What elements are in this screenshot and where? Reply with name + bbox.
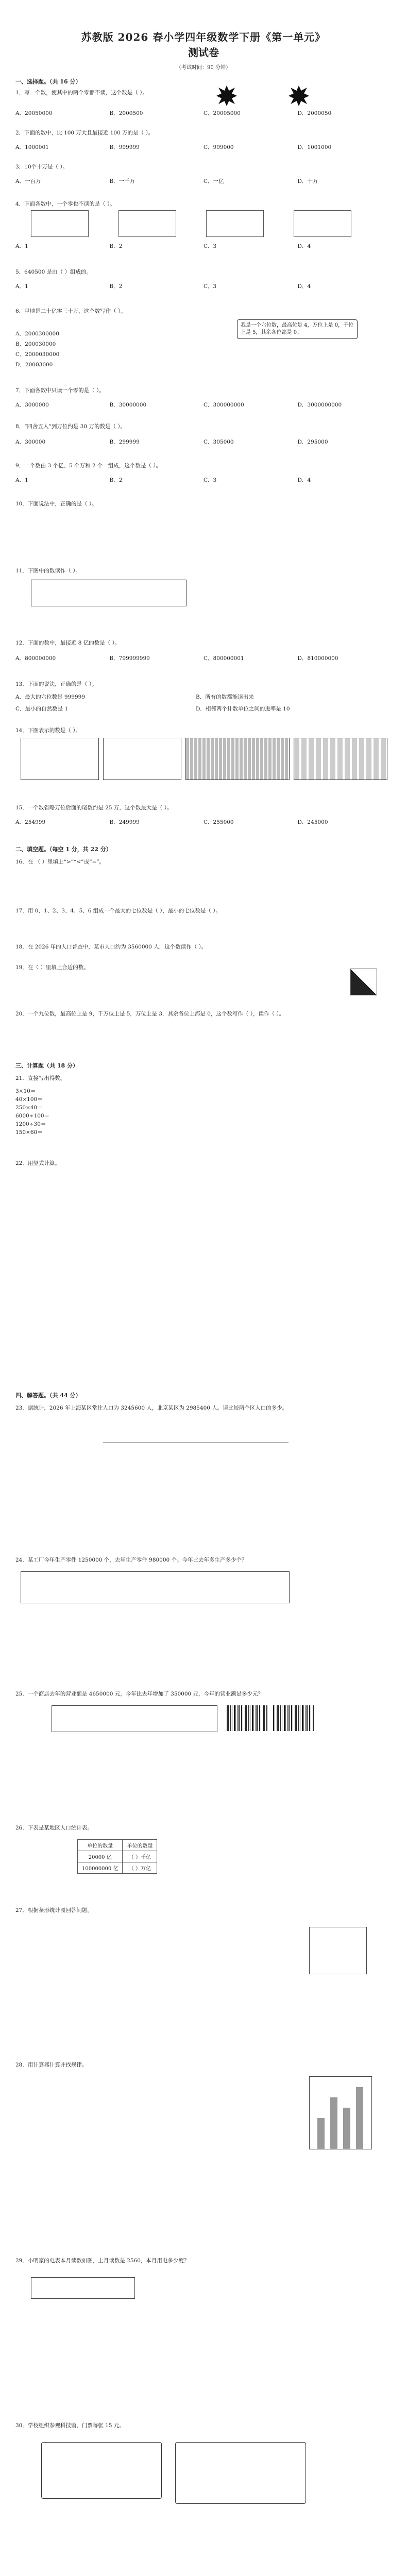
option[interactable]: B．249999 (109, 819, 140, 825)
place-value-chart (31, 580, 186, 606)
question-3: 3．10个十万是（ ）。 (15, 164, 69, 170)
question-3-options (15, 177, 392, 185)
abacus-image (118, 210, 176, 237)
calc-list (15, 1087, 273, 1137)
question-5-options (15, 282, 392, 290)
question-27: 27．根据条形统计图回答问题。 (15, 1907, 93, 1913)
question-6: 6．甲地是二十亿零三十万，这个数写作（ ）。 (15, 308, 126, 314)
option[interactable]: D．20003000 (15, 362, 53, 368)
option[interactable]: A．2000300000 (15, 331, 59, 337)
chart-bar (317, 2118, 325, 2149)
question-13: 13．下面的说法，正确的是（ ）。 (15, 681, 97, 687)
calc-line: 3×10＝ (15, 1088, 36, 1094)
calc-line: 1200÷30＝ (15, 1121, 46, 1127)
option[interactable]: B．299999 (109, 439, 140, 445)
option[interactable]: C．999000 (204, 144, 234, 150)
abacus-image (206, 210, 264, 237)
question-6-options (15, 350, 211, 358)
option[interactable]: C．305000 (204, 439, 234, 445)
option[interactable]: A．800000000 (15, 655, 56, 662)
table-header: 单位的数量 (123, 1840, 157, 1851)
question-21: 21．直接写出得数。 (15, 1075, 66, 1081)
option[interactable]: B．2 (109, 243, 123, 249)
meter-image (31, 2277, 135, 2299)
question-6-options (15, 361, 211, 368)
section-heading-3: 三、计算题（共 18 分） (15, 1062, 78, 1069)
question-8-options (15, 438, 392, 446)
question-14: 14．下图表示的数是（ ）。 (15, 727, 81, 734)
question-25: 25．一个商店去年的营业额是 4650000 元，今年比去年增加了 350000 元，今年的营业额是多少元？ (15, 1691, 264, 1697)
question-15-options (15, 818, 392, 826)
option[interactable]: B．999999 (109, 144, 140, 150)
question-7-options (15, 401, 392, 409)
option[interactable]: D．4 (297, 243, 311, 249)
page-subtitle: 测试卷 (188, 46, 219, 59)
burst-icon (289, 86, 309, 106)
option[interactable]: D．相邻两个计数单位之间的进率是 10 (196, 706, 290, 712)
option[interactable]: A．1 (15, 283, 28, 290)
option[interactable]: B．2 (109, 477, 123, 483)
counting-image (294, 738, 387, 780)
option[interactable]: D．2000050 (297, 110, 332, 116)
question-15: 15．一个数省略万位后面的尾数约是 25 万，这个数最大是（ ）。 (15, 805, 173, 811)
table-cell: 100000000 亿 (78, 1862, 123, 1874)
option[interactable]: C．20005000 (204, 110, 241, 116)
abacus-image (294, 210, 351, 237)
question-5: 5．640500 是由（ ）组成的。 (15, 269, 92, 275)
question-23: 23．据统计，2026 年上海某区常住人口为 3245600 人，北京某区为 2985400 人。请比较两个区人口的多少。 (15, 1405, 288, 1411)
chart-bar (356, 2087, 363, 2149)
option[interactable]: C．最小的自然数是 1 (15, 706, 69, 712)
question-17: 17．用 0、1、2、3、4、5、6 组成一个最大的七位数是（ ），最小的七位数是（ ）。 (15, 908, 221, 914)
grid-image (309, 1927, 367, 1974)
option[interactable]: D．810000000 (297, 655, 338, 662)
calc-line: 6000÷100＝ (15, 1113, 50, 1119)
option[interactable]: D．1001000 (297, 144, 332, 150)
question-26: 26．下表是某地区人口统计表。 (15, 1825, 93, 1831)
question-20: 20．一个九位数，最高位上是 9，千万位上是 5，万位上是 3，其余各位上都是 0，这个数写作（ ），读作（ ）。 (15, 1011, 285, 1017)
page-title: 苏教版 2026 春小学四年级数学下册《第一单元》 (81, 31, 326, 43)
question-24: 24．某工厂今年生产零件 1250000 个，去年生产零件 980000 个。今年比去年多生产多少个？ (15, 1557, 247, 1563)
option[interactable]: D．4 (297, 283, 311, 290)
question-4-options (15, 242, 392, 250)
option[interactable]: C．300000000 (204, 402, 244, 408)
question-2: 2．下面的数中，比 100 万大且最接近 100 万的是（ ）。 (15, 130, 154, 136)
unit-table (77, 1839, 157, 1874)
option[interactable]: B．所有的数都能读出来 (196, 694, 254, 700)
option[interactable]: A．一百万 (15, 178, 41, 184)
option[interactable]: D．295000 (297, 439, 328, 445)
option[interactable]: C．255000 (204, 819, 234, 825)
option[interactable]: C．3 (204, 283, 217, 290)
counting-image (21, 738, 99, 780)
calc-line: 150×60＝ (15, 1129, 43, 1136)
bar-chart-image (309, 2076, 372, 2149)
question-19: 19．在（ ）里填上合适的数。 (15, 964, 89, 971)
option[interactable]: C．3 (204, 477, 217, 483)
speech-bubble-left (41, 2442, 162, 2499)
table-header: 单位的数量 (78, 1840, 123, 1851)
question-11: 11．下图中的数读作（ ）。 (15, 568, 81, 574)
option[interactable]: B．2000500 (109, 110, 143, 116)
abacus-image (31, 210, 89, 237)
option[interactable]: B．799999999 (109, 655, 150, 662)
option[interactable]: D．3000000000 (297, 402, 342, 408)
question-9: 9．一个数由 3 个亿、5 个万和 2 个一组成，这个数是（ ）。 (15, 463, 161, 469)
option[interactable]: A．300000 (15, 439, 46, 445)
question-8: 8．“四舍五入”到万位约是 30 万的数是（ ）。 (15, 423, 126, 430)
question-29: 29．小明家的电表本月读数如图，上月读数是 2560，本月用电多少度？ (15, 2258, 190, 2264)
speech-bubble: 我是一个六位数，最高位是 4，万位上是 0，千位上是 5，其余各位都是 0。 (237, 319, 358, 339)
calc-line: 250×40＝ (15, 1105, 43, 1111)
question-13-options (15, 705, 376, 713)
question-13-options (15, 693, 376, 701)
question-18: 18．在 2026 年的人口普查中，某市人口约为 3560000 人，这个数读作（ ）。 (15, 944, 207, 950)
counting-image (185, 738, 290, 780)
chart-bar (330, 2097, 337, 2149)
question-2-options (15, 143, 392, 151)
option[interactable]: A．1 (15, 477, 28, 483)
option[interactable]: C．800000001 (204, 655, 244, 662)
question-10: 10．下面说法中，正确的是（ ）。 (15, 501, 97, 507)
table-cell: （ ）千亿 (123, 1851, 157, 1862)
exam-meta: （考试时间：90 分钟） (176, 65, 231, 71)
shaded-square-image (350, 969, 377, 995)
question-16: 16．在 （ ）里填上“>”“<”或“=”。 (15, 859, 105, 865)
option[interactable]: D．245000 (297, 819, 328, 825)
question-6-options (15, 330, 211, 337)
barcode-image (227, 1705, 268, 1731)
section-heading-2: 二、填空题。（每空 1 分，共 22 分） (15, 846, 112, 853)
option[interactable]: B．一千万 (109, 178, 135, 184)
option[interactable]: D．十万 (297, 178, 318, 184)
table-cell: 20000 亿 (78, 1851, 123, 1862)
chart-bar (343, 2108, 350, 2149)
section-heading-4: 四、解答题。（共 44 分） (15, 1392, 81, 1399)
question-6-options (15, 340, 211, 348)
section-heading-1: 一、选择题。（共 16 分） (15, 78, 81, 85)
option[interactable]: A．254999 (15, 819, 46, 825)
option[interactable]: A．1 (15, 243, 28, 249)
option[interactable]: D．4 (297, 477, 311, 483)
speech-bubble-right (175, 2442, 306, 2504)
option[interactable]: A．3000000 (15, 402, 49, 408)
question-22: 22．用竖式计算。 (15, 1160, 60, 1166)
option[interactable]: B．2 (109, 283, 123, 290)
question-28: 28．用计算器计算并找规律。 (15, 2062, 88, 2068)
question-9-options (15, 476, 392, 484)
question-30: 30．学校组织参观科技馆，门票每张 15 元。 (15, 2422, 125, 2429)
calc-line: 40×100＝ (15, 1096, 43, 1103)
table-cell: （ ）万亿 (123, 1862, 157, 1874)
counting-image (103, 738, 181, 780)
option[interactable]: A．20050000 (15, 110, 53, 116)
question-4: 4．下面各数中，一个零也不读的是（ ）。 (15, 201, 115, 207)
product-table-image (52, 1705, 217, 1732)
question-7: 7．下面各数中只读一个零的是（ ）。 (15, 387, 105, 394)
option[interactable]: B．200030000 (15, 341, 56, 347)
option[interactable]: A．最大的六位数是 999999 (15, 694, 86, 700)
option[interactable]: A．1000001 (15, 144, 49, 150)
answer-box (21, 1571, 290, 1603)
option[interactable]: C．一亿 (204, 178, 224, 184)
barcode-image (273, 1705, 314, 1731)
option[interactable]: B．30000000 (109, 402, 147, 408)
option[interactable]: C．3 (204, 243, 217, 249)
option[interactable]: C．2000030000 (15, 351, 60, 358)
question-12: 12．下面的数中，最接近 8 亿的数是（ ）。 (15, 640, 121, 646)
question-1: 1．写一个数，使其中的两个零都不读，这个数是（ ）。 (15, 90, 148, 96)
question-1-options (15, 109, 392, 117)
question-12-options (15, 654, 392, 662)
burst-icon (216, 86, 237, 106)
